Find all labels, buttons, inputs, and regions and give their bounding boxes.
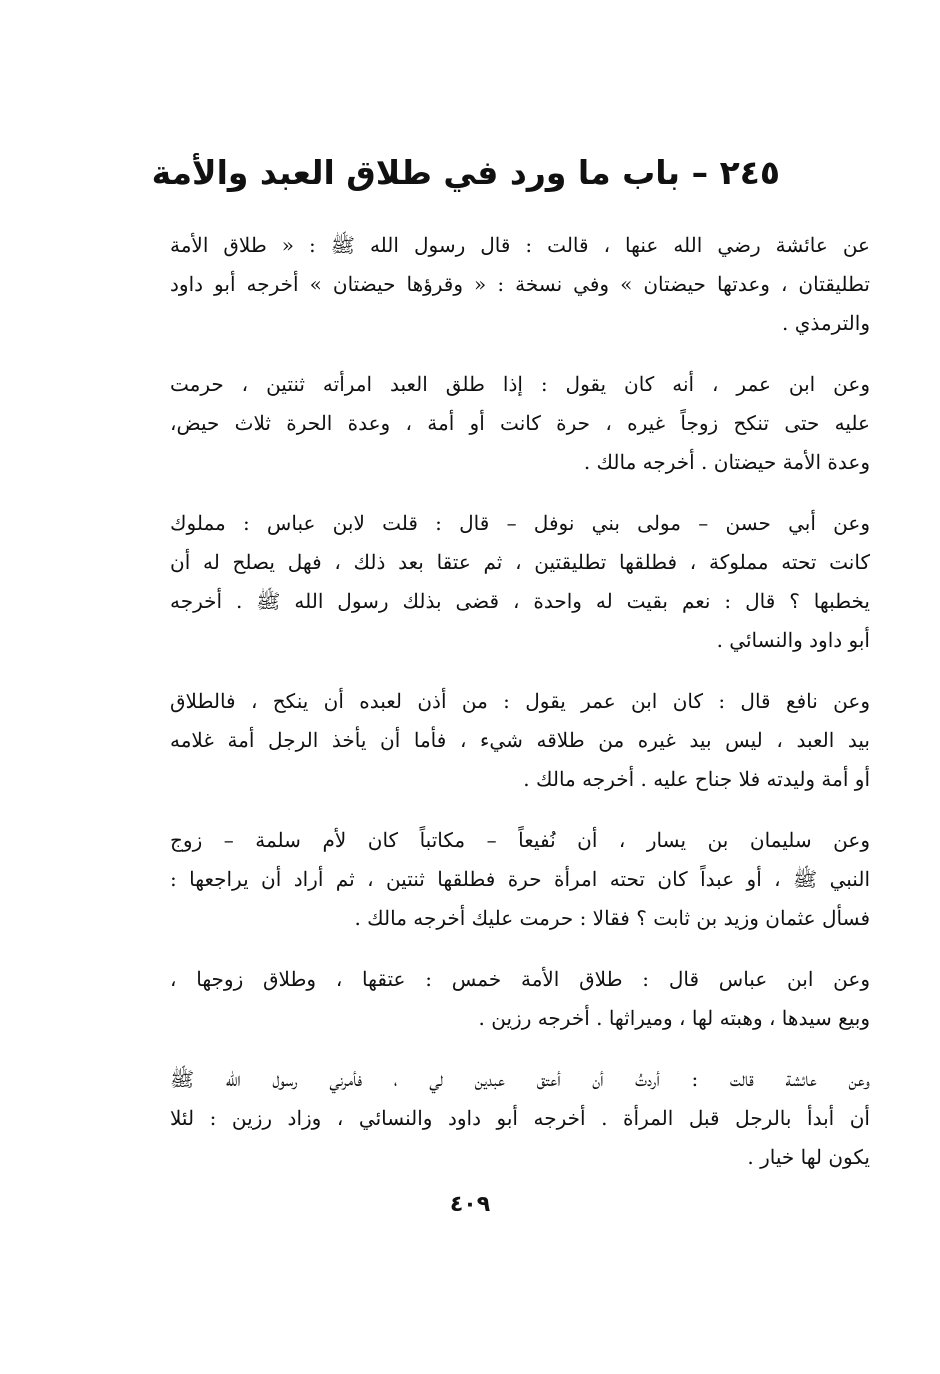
text-line: وعن سليمان بن يسار ، أن نُفيعاً – مكاتباً كان لأم سلمة – زوج — [170, 828, 870, 852]
paragraph-aisha-talaq-al-ama — [170, 226, 870, 343]
text-line: يخطبها ؟ قال : نعم بقيت له واحدة ، قضى بذلك رسول الله ﷺ . أخرجه — [170, 589, 870, 613]
paragraph-sulayman-ibn-yasar — [170, 821, 870, 938]
text-line: وعدة الأمة حيضتان . أخرجه مالك . — [583, 450, 870, 474]
text-line: أن أبدأ بالرجل قبل المرأة . أخرجه أبو داود والنسائي ، وزاد رزين : لئلا — [170, 1106, 870, 1130]
text-line: وعن ابن عباس قال : طلاق الأمة خمس : عتقها ، وطلاق زوجها ، — [170, 967, 870, 991]
text-line: وعن ابن عمر ، أنه كان يقول : إذا طلق العبد امرأته ثنتين ، حرمت — [170, 372, 870, 396]
paragraph-ibn-umar — [170, 365, 870, 482]
paragraph-aisha-abdayn — [170, 1060, 870, 1177]
text-line: والترمذي . — [782, 311, 870, 335]
page-body — [170, 226, 870, 1199]
text-line: عليه حتى تنكح زوجاً غيره ، حرة كانت أو أمة ، وعدة الحرة ثلاث حيض، — [170, 411, 870, 435]
text-line: عن عائشة رضي الله عنها ، قالت : قال رسول الله ﷺ : « طلاق الأمة — [170, 233, 870, 257]
text-line: فسأل عثمان وزيد بن ثابت ؟ فقالا : حرمت عليك أخرجه مالك . — [354, 906, 870, 930]
paragraph-nafi — [170, 682, 870, 799]
text-line: أبو داود والنسائي . — [716, 628, 870, 652]
text-line: وعن نافع قال : كان ابن عمر يقول : من أذن لعبده أن ينكح ، فالطلاق — [170, 689, 870, 713]
paragraph-ibn-abbas — [170, 960, 870, 1038]
text-line: تطليقتان ، وعدتها حيضتان » وفي نسخة : « وقرؤها حيضتان » أخرجه أبو داود — [170, 272, 870, 296]
paragraph-abi-hasan — [170, 504, 870, 660]
text-line: كانت تحته مملوكة ، فطلقها تطليقتين ، ثم عتقا بعد ذلك ، فهل يصلح له أن — [170, 550, 870, 574]
text-line: يكون لها خيار . — [747, 1145, 870, 1169]
text-line: أو أمة وليدته فلا جناح عليه . أخرجه مالك . — [523, 767, 870, 791]
page-number: ٤٠٩ — [449, 1192, 491, 1217]
text-line: بيد العبد ، ليس بيد غيره من طلاقه شيء ، فأما أن يأخذ الرجل أمة غلامه — [170, 728, 870, 752]
text-line: النبي ﷺ ، أو عبداً كان تحته امرأة حرة فطلقها ثنتين ، ثم أراد أن يراجعها : — [170, 867, 870, 891]
chapter-title: ٢٤٥ – باب ما ورد في طلاق العبد والأمة — [151, 153, 780, 192]
text-line: وبيع سيدها ، وهبته لها ، وميراثها . أخرجه رزين . — [478, 1006, 870, 1030]
text-line: وعن عائشة قالت : أردتُ أن أعتق عبدين لي ، فأمرني رسول الله ﷺ — [170, 1067, 870, 1091]
text-line: وعن أبي حسن – مولى بني نوفل – قال : قلت لابن عباس : مملوك — [170, 511, 870, 535]
